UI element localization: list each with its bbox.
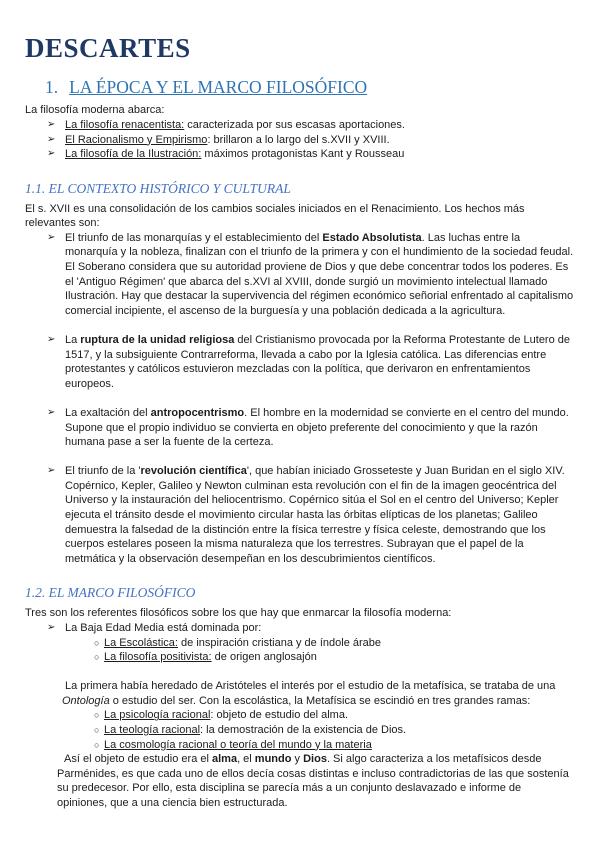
bullet-text: La teología racional: la demostración de la existencia de Dios. xyxy=(104,724,407,737)
section-1-number: 1. xyxy=(45,77,59,98)
metaphysics-sub-bullet-list xyxy=(25,708,574,752)
section-1-1-bullet-list xyxy=(25,231,574,567)
bullet-item xyxy=(25,464,574,566)
arrow-bullet-icon: ➢ xyxy=(47,148,56,160)
intro-bullet-list xyxy=(25,118,574,162)
section-1-1-heading: 1.1. EL CONTEXTO HISTÓRICO Y CULTURAL xyxy=(25,180,291,196)
bullet-text: La cosmología racional o teoría del mundo y la materia xyxy=(104,738,372,751)
doc-title: DESCARTES xyxy=(25,33,191,63)
arrow-bullet-icon: ➢ xyxy=(47,231,56,243)
bullet-text: La ruptura de la unidad religiosa del Cristianismo provocada por la Reforma Protestante de Lutero de 1517, y la subsiguiente Contrarreforma, llevada a cabo por la Iglesia católica. Las diferencias entre protestantes y católicos estuvieron mezcladas con la política, que derivaron en enfrentamientos europeos. xyxy=(65,333,571,390)
sub-bullet-item xyxy=(25,723,574,738)
bullet-item xyxy=(25,147,574,162)
bullet-text: La filosofía positivista: de origen anglosajón xyxy=(104,651,317,664)
bullet-text: La filosofía renacentista: caracterizada por sus escasas aportaciones. xyxy=(65,118,405,131)
arrow-bullet-icon: ➢ xyxy=(47,621,56,633)
section-1-title: LA ÉPOCA Y EL MARCO FILOSÓFICO xyxy=(69,77,368,98)
bullet-item xyxy=(25,231,574,319)
paragraph: La primera había heredado de Aristóteles el interés por el estudio de la metafísica, se trataba de una Ontología o estudio del ser. Con la escolástica, la Metafísica se escindió en tres grandes ramas: xyxy=(62,680,556,707)
arrow-bullet-icon: ➢ xyxy=(47,406,56,418)
section-1-2-heading: 1.2. EL MARCO FILOSÓFICO xyxy=(25,585,196,601)
intro-lead: La filosofía moderna abarca: xyxy=(25,104,165,117)
bullet-text: El triunfo de la 'revolución científica', que habían iniciado Grosseteste y Juan Buridan en el siglo XIV. Copérnico, Kepler, Galileo y Newton culminan esta revolución con el fin de la imagen geocéntrica del Universo y la instauración del heliocentrismo. Copérnico sitúa el Sol en el centro del Universo; Kepler ejecuta el tránsito desde el movimiento circular hasta las órbitas elípticas de los planetas; Galileo demuestra la falsedad de la distinción entre la física terrestre y física celeste, demostrando que los cuerpos estelares poseen la misma naturaleza que los terrestres. Subrayan que el papel de la metmática y la observación desempeñan en los descubrimientos científicos. xyxy=(65,465,565,565)
sub-bullet-item xyxy=(25,650,574,665)
bullet-text: El Racionalismo y Empirismo: brillaron a lo largo del s.XVII y XVIII. xyxy=(65,133,390,146)
circle-bullet-icon: ○ xyxy=(94,739,100,750)
arrow-bullet-icon: ➢ xyxy=(47,133,56,145)
circle-bullet-icon: ○ xyxy=(94,637,100,648)
section-1-2-lead: Tres son los referentes filosóficos sobre los que hay que enmarcar la filosofía moderna: xyxy=(25,607,452,620)
bullet-text: La Baja Edad Media está dominada por: xyxy=(65,621,262,634)
circle-bullet-icon: ○ xyxy=(94,652,100,663)
bullet-item xyxy=(25,118,574,133)
section-1-1-lead: El s. XVII es una consolidación de los cambios sociales iniciados en el Renacimiento. Los hechos más relevantes son: xyxy=(25,202,525,230)
bullet-text: El triunfo de las monarquías y el establecimiento del Estado Absolutista. Las luchas entre la monarquía y la nobleza, finalizan con el triunfo de la primera y con el hundimiento de la sociedad feudal. El Soberano considera que su autoridad proviene de Dios y que debe concentrar todos los poderes. Es el 'Antiguo Régimen' que abarca del s.XVI al XVIII, donde surgió un movimiento intelectual llamado Ilustración. Hay que destacar la supervivencia del régimen económico señorial enfrentado al capitalismo comercial incipiente, el ascenso de la burguesía y una población dedicada a la agricultura. xyxy=(65,231,574,317)
bullet-text: La Escolástica: de inspiración cristiana y de índole árabe xyxy=(104,636,381,649)
bullet-item xyxy=(25,333,574,391)
arrow-bullet-icon: ➢ xyxy=(47,465,56,477)
arrow-bullet-icon: ➢ xyxy=(47,118,56,130)
bullet-text: La filosofía de la Ilustración: máximos protagonistas Kant y Rousseau xyxy=(65,148,405,161)
bullet-item xyxy=(25,133,574,148)
bullet-item xyxy=(25,406,574,450)
circle-bullet-icon: ○ xyxy=(94,725,100,736)
bullet-text: La psicología racional: objeto de estudio del alma. xyxy=(104,709,348,722)
section-1-2-bullet-list xyxy=(25,621,574,665)
circle-bullet-icon: ○ xyxy=(94,710,100,721)
section-1-heading xyxy=(45,77,574,98)
bullet-text: La exaltación del antropocentrismo. El hombre en la modernidad se convierte en el centro del mundo. Supone que el propio individuo se convierta en objeto preferente del conocimiento y que la razón humana pase a ser la fuente de la certeza. xyxy=(65,406,569,449)
sub-bullet-item xyxy=(25,636,574,651)
arrow-bullet-icon: ➢ xyxy=(47,333,56,345)
sub-bullet-item xyxy=(25,708,574,723)
paragraph: Así el objeto de estudio era el alma, el mundo y Dios. Si algo caracteriza a los metafísicos desde Parménides, es que cada uno de ellos decía cosas distintas e incluso contradictorias de las que sostenía su predecesor. Por ello, esta disciplina se parecía más a un conjunto deslavazado e informe de opiniones, que a una ciencia bien estructurada. xyxy=(57,753,569,810)
bullet-item xyxy=(25,621,574,636)
sub-bullet-item xyxy=(25,738,574,753)
